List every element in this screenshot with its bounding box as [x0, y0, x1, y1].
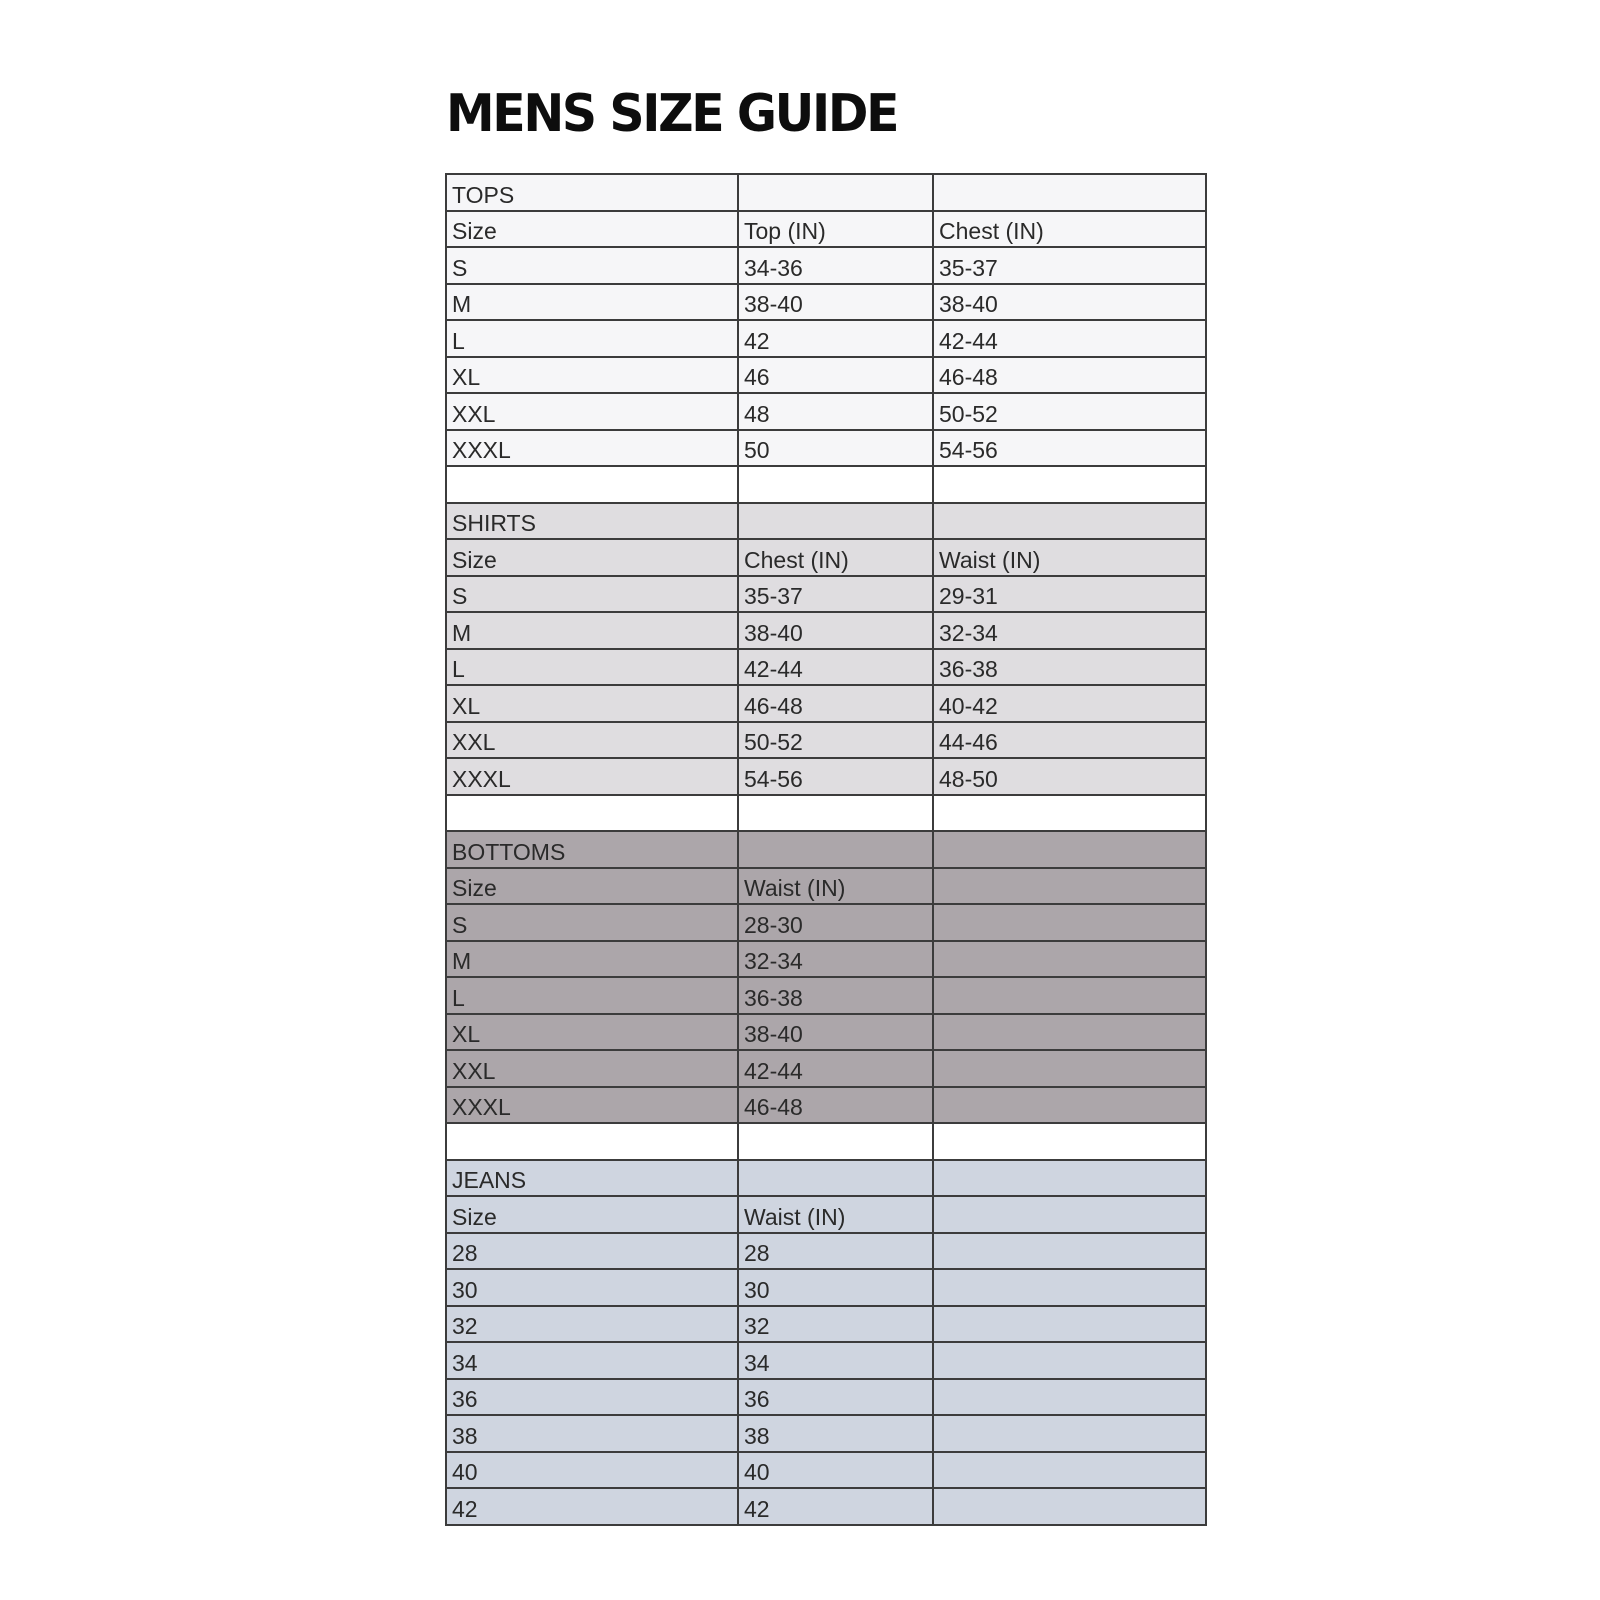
shirts-table-row — [446, 649, 1206, 686]
empty-cell — [738, 503, 933, 540]
bottoms-table-cell — [933, 904, 1206, 941]
bottoms-section-title: BOTTOMS — [446, 831, 738, 868]
bottoms-table-cell: S — [446, 904, 738, 941]
bottoms-table-row — [446, 941, 1206, 978]
jeans-table-cell: 38 — [738, 1415, 933, 1452]
shirts-table-cell: 54-56 — [738, 758, 933, 795]
tops-table-cell: L — [446, 320, 738, 357]
jeans-table-cell: 30 — [738, 1269, 933, 1306]
shirts-table-row — [446, 722, 1206, 759]
tops-table-cell: 50 — [738, 430, 933, 467]
tops-table-row — [446, 247, 1206, 284]
jeans-header-row — [446, 1196, 1206, 1233]
jeans-table-row — [446, 1379, 1206, 1416]
tops-table-cell: 42-44 — [933, 320, 1206, 357]
shirts-table-cell: 29-31 — [933, 576, 1206, 613]
empty-cell — [738, 466, 933, 503]
tops-table-cell: XXXL — [446, 430, 738, 467]
empty-cell — [446, 795, 738, 832]
shirts-table-cell: XXL — [446, 722, 738, 759]
bottoms-table-cell: M — [446, 941, 738, 978]
section-spacer-row — [446, 1123, 1206, 1160]
shirts-table-cell: XXXL — [446, 758, 738, 795]
jeans-table-cell — [933, 1269, 1206, 1306]
jeans-table-row — [446, 1233, 1206, 1270]
page-title: MENS SIZE GUIDE — [446, 84, 898, 144]
jeans-table-row — [446, 1269, 1206, 1306]
tops-table-cell: XL — [446, 357, 738, 394]
shirts-column-header: Chest (IN) — [738, 539, 933, 576]
tops-table-row — [446, 320, 1206, 357]
tops-table-cell: M — [446, 284, 738, 321]
tops-column-header: Chest (IN) — [933, 211, 1206, 248]
size-guide-table-wrapper — [445, 173, 1205, 1526]
shirts-table-cell: 32-34 — [933, 612, 1206, 649]
empty-cell — [738, 1123, 933, 1160]
bottoms-column-header: Size — [446, 868, 738, 905]
bottoms-table-cell — [933, 1014, 1206, 1051]
empty-cell — [933, 1123, 1206, 1160]
shirts-section-title: SHIRTS — [446, 503, 738, 540]
bottoms-table-cell: XXL — [446, 1050, 738, 1087]
shirts-table-cell: 48-50 — [933, 758, 1206, 795]
bottoms-table-cell: L — [446, 977, 738, 1014]
jeans-table-cell: 40 — [446, 1452, 738, 1489]
jeans-table-cell: 32 — [446, 1306, 738, 1343]
tops-header-row — [446, 211, 1206, 248]
jeans-table-cell: 36 — [738, 1379, 933, 1416]
empty-cell — [446, 1123, 738, 1160]
shirts-table-cell: 46-48 — [738, 685, 933, 722]
jeans-table-cell — [933, 1306, 1206, 1343]
tops-table-cell: 34-36 — [738, 247, 933, 284]
shirts-header-row — [446, 539, 1206, 576]
shirts-table-cell: 42-44 — [738, 649, 933, 686]
empty-cell — [933, 174, 1206, 211]
empty-cell — [738, 795, 933, 832]
shirts-table-row — [446, 685, 1206, 722]
bottoms-table-cell: 42-44 — [738, 1050, 933, 1087]
bottoms-table-cell: 36-38 — [738, 977, 933, 1014]
tops-column-header: Size — [446, 211, 738, 248]
bottoms-table-row — [446, 1014, 1206, 1051]
jeans-table-cell: 42 — [446, 1488, 738, 1525]
bottoms-section-title-row — [446, 831, 1206, 868]
jeans-table-cell: 40 — [738, 1452, 933, 1489]
bottoms-column-header — [933, 868, 1206, 905]
tops-column-header: Top (IN) — [738, 211, 933, 248]
jeans-table-cell — [933, 1233, 1206, 1270]
jeans-table-row — [446, 1452, 1206, 1489]
jeans-table-cell — [933, 1342, 1206, 1379]
shirts-section-title-row — [446, 503, 1206, 540]
section-spacer-row — [446, 466, 1206, 503]
tops-table-cell: 54-56 — [933, 430, 1206, 467]
shirts-table-cell: 50-52 — [738, 722, 933, 759]
tops-table-cell: 38-40 — [738, 284, 933, 321]
tops-table-cell: 48 — [738, 393, 933, 430]
jeans-table-cell: 34 — [446, 1342, 738, 1379]
bottoms-table-cell: XXXL — [446, 1087, 738, 1124]
jeans-table-cell — [933, 1488, 1206, 1525]
empty-cell — [933, 795, 1206, 832]
bottoms-table-cell — [933, 1050, 1206, 1087]
jeans-table-cell — [933, 1452, 1206, 1489]
jeans-column-header: Size — [446, 1196, 738, 1233]
tops-table-row — [446, 430, 1206, 467]
jeans-table-cell: 28 — [446, 1233, 738, 1270]
shirts-table-cell: 38-40 — [738, 612, 933, 649]
bottoms-table-row — [446, 1087, 1206, 1124]
tops-table-cell: 46-48 — [933, 357, 1206, 394]
tops-table-cell: XXL — [446, 393, 738, 430]
bottoms-table-row — [446, 977, 1206, 1014]
bottoms-table-cell: 46-48 — [738, 1087, 933, 1124]
tops-table-cell: 38-40 — [933, 284, 1206, 321]
tops-table-cell: 46 — [738, 357, 933, 394]
jeans-table-cell — [933, 1415, 1206, 1452]
empty-cell — [933, 831, 1206, 868]
bottoms-table-cell: 32-34 — [738, 941, 933, 978]
bottoms-column-header: Waist (IN) — [738, 868, 933, 905]
shirts-table-row — [446, 612, 1206, 649]
shirts-table-cell: 35-37 — [738, 576, 933, 613]
jeans-table-row — [446, 1415, 1206, 1452]
bottoms-table-cell — [933, 977, 1206, 1014]
bottoms-table-row — [446, 1050, 1206, 1087]
bottoms-table-cell — [933, 941, 1206, 978]
shirts-column-header: Waist (IN) — [933, 539, 1206, 576]
jeans-table-cell — [933, 1379, 1206, 1416]
jeans-table-cell: 28 — [738, 1233, 933, 1270]
shirts-table-cell: M — [446, 612, 738, 649]
bottoms-header-row — [446, 868, 1206, 905]
empty-cell — [933, 503, 1206, 540]
tops-table-cell: S — [446, 247, 738, 284]
jeans-table-cell: 38 — [446, 1415, 738, 1452]
bottoms-table-cell: XL — [446, 1014, 738, 1051]
empty-cell — [738, 174, 933, 211]
shirts-table-row — [446, 576, 1206, 613]
bottoms-table-cell: 38-40 — [738, 1014, 933, 1051]
jeans-table-row — [446, 1342, 1206, 1379]
jeans-table-cell: 32 — [738, 1306, 933, 1343]
jeans-table-row — [446, 1488, 1206, 1525]
bottoms-table-cell: 28-30 — [738, 904, 933, 941]
empty-cell — [446, 466, 738, 503]
empty-cell — [738, 831, 933, 868]
jeans-section-title: JEANS — [446, 1160, 738, 1197]
jeans-table-cell: 36 — [446, 1379, 738, 1416]
shirts-table-row — [446, 758, 1206, 795]
shirts-table-cell: 36-38 — [933, 649, 1206, 686]
jeans-column-header: Waist (IN) — [738, 1196, 933, 1233]
size-guide-table — [445, 173, 1207, 1526]
shirts-table-cell: L — [446, 649, 738, 686]
jeans-column-header — [933, 1196, 1206, 1233]
shirts-column-header: Size — [446, 539, 738, 576]
jeans-table-row — [446, 1306, 1206, 1343]
shirts-table-cell: 44-46 — [933, 722, 1206, 759]
bottoms-table-row — [446, 904, 1206, 941]
tops-section-title: TOPS — [446, 174, 738, 211]
section-spacer-row — [446, 795, 1206, 832]
jeans-table-cell: 42 — [738, 1488, 933, 1525]
tops-table-row — [446, 357, 1206, 394]
jeans-section-title-row — [446, 1160, 1206, 1197]
tops-section-title-row — [446, 174, 1206, 211]
jeans-table-cell: 30 — [446, 1269, 738, 1306]
tops-table-row — [446, 393, 1206, 430]
tops-table-cell: 50-52 — [933, 393, 1206, 430]
empty-cell — [738, 1160, 933, 1197]
shirts-table-cell: S — [446, 576, 738, 613]
size-guide-body — [446, 174, 1206, 1525]
tops-table-row — [446, 284, 1206, 321]
shirts-table-cell: 40-42 — [933, 685, 1206, 722]
shirts-table-cell: XL — [446, 685, 738, 722]
bottoms-table-cell — [933, 1087, 1206, 1124]
empty-cell — [933, 466, 1206, 503]
jeans-table-cell: 34 — [738, 1342, 933, 1379]
empty-cell — [933, 1160, 1206, 1197]
tops-table-cell: 42 — [738, 320, 933, 357]
tops-table-cell: 35-37 — [933, 247, 1206, 284]
